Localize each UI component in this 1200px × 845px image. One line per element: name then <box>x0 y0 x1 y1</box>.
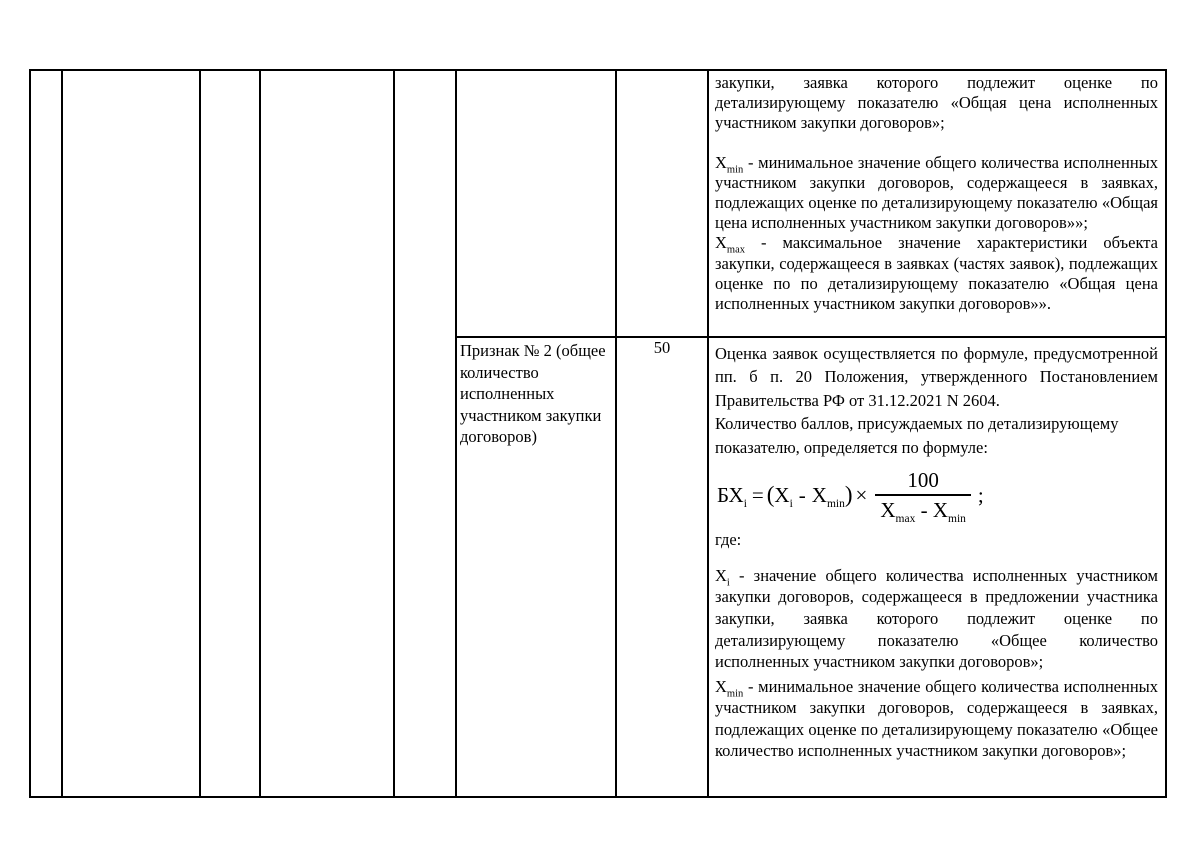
formula-block <box>717 468 1158 526</box>
formula-lhs: $БХ_i$ <box>717 483 747 511</box>
score-cell <box>616 337 708 797</box>
multiply-sign: × <box>855 483 868 508</box>
paragraph: Количество баллов, присуждаемых по детализирующему показателю, определяется по формуле: <box>715 414 1119 457</box>
blank-line <box>715 134 1158 153</box>
paragraph: $X_{max}$ - максимальное значение характеристики объекта закупки, содержащееся в заявках (частях заявок), подлежащих оценке по по детализирующему показателю «Общая цена исполненных участником закупки договоров»». <box>715 233 1158 314</box>
fraction-numerator: 100 <box>907 468 939 493</box>
description-text-row2 <box>709 338 1165 794</box>
open-paren: ( <box>766 482 775 507</box>
table-row <box>30 70 1166 337</box>
equals-sign: = <box>751 483 764 508</box>
semicolon: ; <box>977 483 984 508</box>
paragraph: где: <box>715 530 742 550</box>
minus-sign: - <box>798 483 806 508</box>
criterion-name: Признак № 2 (общее количество исполненных участником закупки договоров) <box>460 341 606 446</box>
description-cell-row1 <box>708 70 1166 337</box>
empty-criterion-cell <box>456 70 616 337</box>
evaluation-definitions <box>715 529 1158 762</box>
formula-xi: $X_i$ <box>774 483 793 511</box>
fraction <box>875 468 971 526</box>
criteria-table <box>29 69 1167 798</box>
empty-score-cell <box>616 70 708 337</box>
criterion-name-cell <box>456 337 616 797</box>
empty-cell-1 <box>30 70 62 797</box>
empty-cell-3 <box>200 70 260 797</box>
paragraph: $X_{min}$ - минимальное значение общего количества исполненных участником закупки договоров, содержащееся в заявках, подлежащих оценке по детализирующему показателю «Общее количество исполненных участником закупки договоров»; <box>715 676 1158 761</box>
paragraph: $X_{min}$ - минимальное значение общего количества исполненных участником закупки договоров, содержащееся в заявках, подлежащих оценке по детализирующему показателю «Общая цена исполненных участником закупки договоров»»; <box>715 152 1158 233</box>
score-value: 50 <box>653 338 671 357</box>
close-paren: ) <box>844 482 853 507</box>
empty-cell-4 <box>260 70 394 797</box>
empty-cell-5 <box>394 70 456 797</box>
paragraph: $X_i$ - значение общего количества исполненных участником закупки договоров, содержащееся в предложении участника закупки, заявка которого подлежит оценке по детализирующему показателю «Общее количество исполненных участником закупки договоров»; <box>715 565 1158 672</box>
paragraph: закупки, заявка которого подлежит оценке по детализирующему показателю «Общая цена исполненных участником закупки договоров»; <box>715 73 1158 133</box>
fraction-denominator: $X_{max} - X_{min}$ <box>875 494 971 521</box>
formula-xmin: $X_{min}$ <box>811 483 845 511</box>
description-text-row1 <box>709 71 1165 334</box>
evaluation-intro <box>715 342 1158 459</box>
empty-cell-2 <box>62 70 200 797</box>
description-cell-row2 <box>708 337 1166 797</box>
paragraph: Оценка заявок осуществляется по формуле, предусмотренной пп. б п. 20 Положения, утвержденного Постановлением Правительства РФ от 31.12.2021 N 2604. <box>715 344 1158 410</box>
